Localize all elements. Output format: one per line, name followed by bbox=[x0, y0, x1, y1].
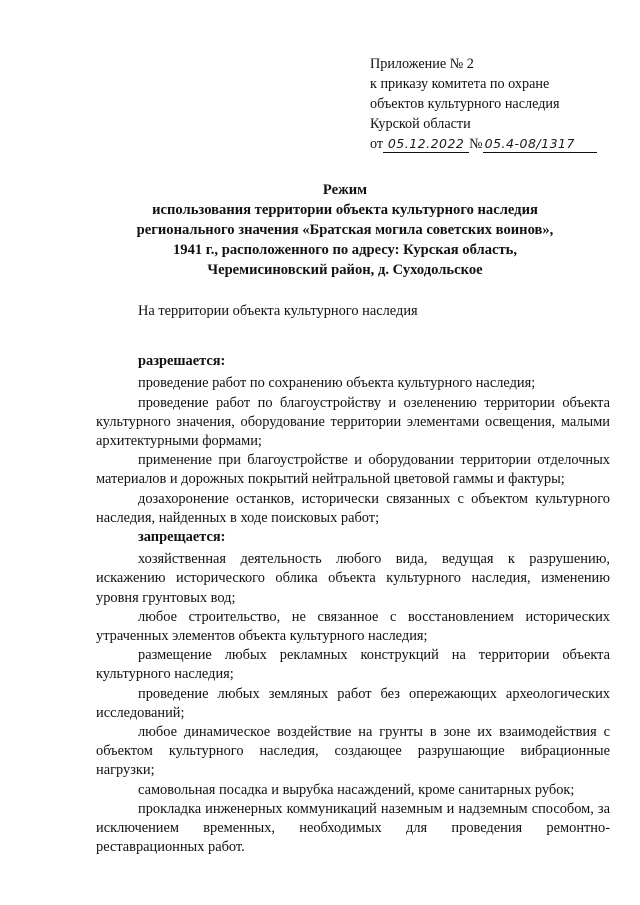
region-line: Курской области bbox=[370, 116, 471, 132]
forbidden-heading: запрещается: bbox=[138, 529, 226, 546]
number-label: № bbox=[469, 136, 483, 152]
allowed-item: применение при благоустройстве и оборудовании территории отделочных материалов и дорожных покрытий нейтральной цветовой гаммы и фактуры; bbox=[96, 452, 610, 488]
title-line-2: использования территории объекта культурного наследия bbox=[152, 202, 538, 218]
title-line-3: регионального значения «Братская могила советских воинов», bbox=[136, 222, 554, 238]
allowed-item: проведение работ по благоустройству и озеленению территории объекта культурного значения, оборудование территории элементами освещения, малыми архитектурными формами; bbox=[96, 394, 610, 450]
forbidden-item: проведение любых земляных работ без опережающих археологических исследований; bbox=[96, 685, 610, 721]
allowed-heading: разрешается: bbox=[138, 353, 226, 370]
title-line-4: 1941 г., расположенного по адресу: Курская область, bbox=[172, 242, 518, 258]
title-line-1: Режим bbox=[322, 182, 368, 198]
forbidden-item: размещение любых рекламных конструкций на территории объекта культурного наследия; bbox=[96, 647, 610, 683]
appendix-header bbox=[370, 54, 620, 154]
handwritten-number: 05.4-08/1317 bbox=[484, 136, 575, 151]
forbidden-item: хозяйственная деятельность любого вида, ведущая к разрушению, искажению исторического облика объекта культурного наследия, изменению уровня грунтовых вод; bbox=[96, 551, 610, 606]
forbidden-item: самовольная посадка и вырубка насаждений, кроме санитарных рубок; bbox=[138, 781, 575, 798]
document-title bbox=[80, 180, 610, 280]
committee-line: объектов культурного наследия bbox=[370, 96, 560, 112]
document-body bbox=[96, 302, 610, 857]
from-label: от bbox=[370, 136, 384, 152]
forbidden-item: прокладка инженерных коммуникаций наземным и надземным способом, за исключением временных, необходимых для проведения ремонтно-реставрационных работ. bbox=[96, 800, 610, 856]
title-line-5: Черемисиновский район, д. Суходольское bbox=[207, 262, 483, 278]
handwritten-date: 05.12.2022 bbox=[387, 136, 465, 151]
order-reference-line: к приказу комитета по охране bbox=[370, 76, 550, 92]
date-number-line bbox=[370, 134, 620, 154]
allowed-item: дозахоронение останков, исторически связанных с объектом культурного наследия, найденных в ходе поисковых работ; bbox=[96, 490, 610, 526]
intro-paragraph: На территории объекта культурного наследия bbox=[138, 303, 418, 319]
appendix-number: Приложение № 2 bbox=[370, 56, 474, 72]
forbidden-item: любое строительство, не связанное с восстановлением исторических утраченных элементов объекта культурного наследия; bbox=[96, 608, 610, 645]
allowed-item: проведение работ по сохранению объекта культурного наследия; bbox=[138, 375, 536, 392]
forbidden-item: любое динамическое воздействие на грунты в зоне их взаимодействия с объектом культурного наследия, создающее разрушающие вибрационные нагрузки; bbox=[96, 724, 610, 779]
